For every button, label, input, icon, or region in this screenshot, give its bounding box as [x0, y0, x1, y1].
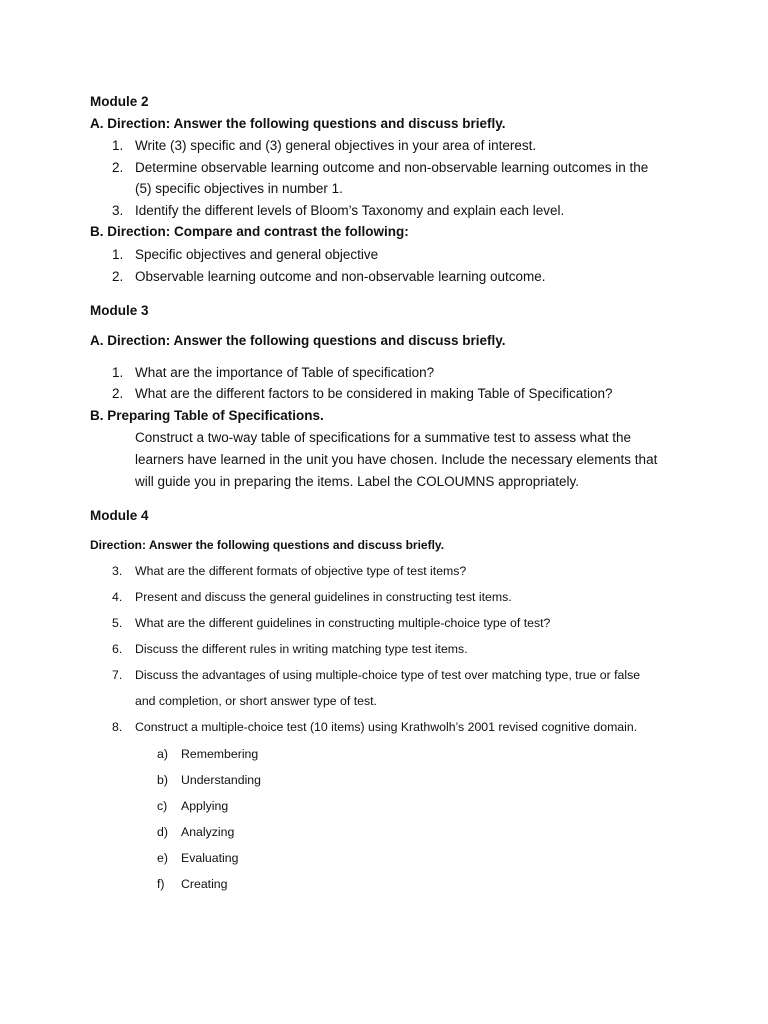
- module3-a-direction: A. Direction: Answer the following questions and discuss briefly.: [90, 333, 506, 348]
- module4-title: Module 4: [90, 508, 149, 523]
- module2-a-direction: A. Direction: Answer the following questions and discuss briefly.: [90, 116, 506, 131]
- module2-title: Module 2: [90, 94, 149, 109]
- module3-b-heading: B. Preparing Table of Specifications.: [90, 408, 324, 423]
- module3-b-paragraph: Construct a two-way table of specifications for a summative test to assess what the learners have learned in the unit you have chosen. Include the necessary elements that will guide you in preparing the items. Label the COLOUMNS appropriately.: [135, 430, 658, 489]
- module4-direction: Direction: Answer the following questions and discuss briefly.: [90, 538, 445, 552]
- module2-b-direction: B. Direction: Compare and contrast the following:: [90, 224, 409, 239]
- document-page: Module 2 A. Direction: Answer the following questions and discuss briefly. 1. Write (3) specific and (3) general objectives in your area of interest. 2. Determine observable learning outcome and non-observable learning outcomes in the (5) specific objectives in number 1. 3. Identify the different levels of Bloom’s Taxonomy and explain each level. B. Direction: Compare and contrast the following: 1. Specific objectives and general objective 2. Observable learning outcome and non-observable learning outcome. Module 3 A. Direction: Answer the following questions and discuss briefly. 1. What are the importance of Table of specification? 2. What are the different factors to be considered in making Table of Specification? B. Preparing Table of Specifications. Construct a two-way table of specifications for a summative test to assess what the learners have learned in the unit you have chosen. Include the necessary elements that will guide you in preparing the items. Label the COLOUMNS appropriately. Module 4 Direction: Answer the following questions and discuss briefly. 3. What are the different formats of objective type of test items? 4. Present and discuss the general guidelines in constructing test items. 5. What are the different guidelines in constructing multiple-choice type of test? 6. Discuss the different rules in writing matching type test items. 7. Discuss the advantages of using multiple-choice type of test over matching type, true or false and completion, or short answer type of test. 8. Construct a multiple-choice test (10 items) using Krathwolh’s 2001 revised cognitive domain. a) Remembering b) Understanding c) Applying d) Analyzing e) Evaluating f) Creating: [0, 0, 768, 1024]
- module3-title: Module 3: [90, 303, 149, 318]
